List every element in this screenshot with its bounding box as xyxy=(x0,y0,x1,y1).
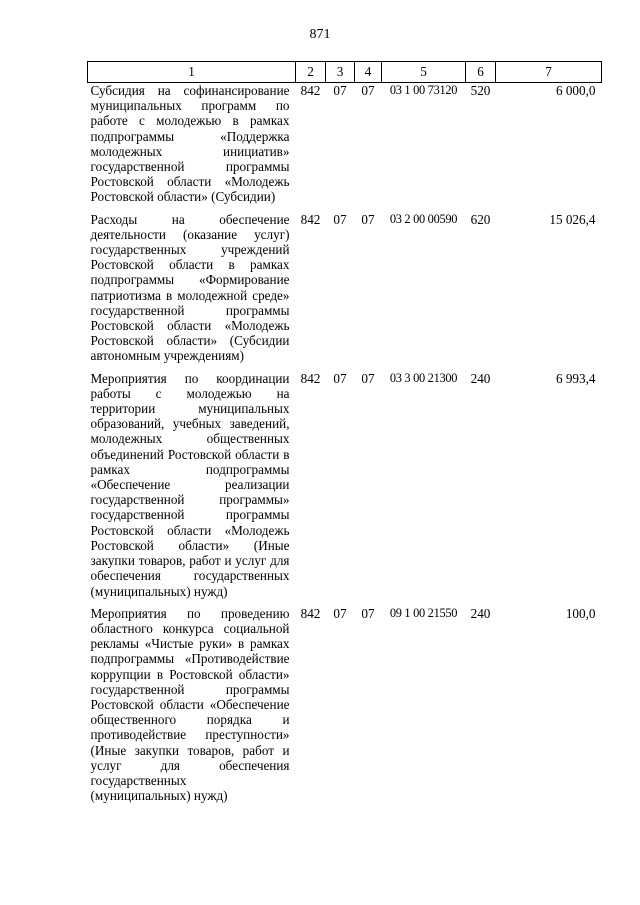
row-subsection-code: 07 xyxy=(361,605,375,621)
column-header-7: 7 xyxy=(496,62,602,83)
row-section-code: 07 xyxy=(333,605,347,621)
row-grbs-code: 842 xyxy=(300,83,321,98)
row-expense-type-code: 620 xyxy=(470,211,491,227)
row-section-code: 07 xyxy=(333,211,347,227)
row-target-article-code: 03 1 00 73120 xyxy=(389,83,458,97)
column-header-3: 3 xyxy=(326,62,355,83)
row-description: Расходы на обеспечение деятельности (оказание услуг) государственных учреждений Ростовской области в рамках подпрограммы «Формирование патриотизма в молодежной среде» государственной программы Ростовской области «Молодежь Ростовской области» (Субсидии автономным учреждениям) xyxy=(90,211,290,364)
column-header-4: 4 xyxy=(355,62,382,83)
row-amount: 15 026,4 xyxy=(549,211,596,227)
row-subsection-code: 07 xyxy=(361,83,375,98)
column-header-1: 1 xyxy=(88,62,296,83)
row-description: Мероприятия по координации работы с молодежью на территории муниципальных образований, учебных заведений, молодежных общественных объединений Ростовской области в рамках подпрограммы «Обеспечение реализации государственной программы» государственной программы Ростовской области «Молодежь Ростовской области» (Иные закупки товаров, работ и услуг для обеспечения государственных (муниципальных) нужд) xyxy=(90,370,290,599)
row-expense-type-code: 240 xyxy=(470,605,491,621)
page-number: 871 xyxy=(309,27,331,42)
row-target-article-code: 03 2 00 00590 xyxy=(389,211,458,226)
row-description: Субсидия на софинансирование муниципальных программ по работе с молодежью в рамках подпрограммы «Поддержка молодежных инициатив» государственной программы Ростовской области «Молодежь Ростовской области» (Субсидии) xyxy=(90,83,290,205)
table-body xyxy=(88,83,602,811)
row-description: Мероприятия по проведению областного конкурса социальной рекламы «Чистые руки» в рамках подпрограммы «Противодействие коррупции в Ростовской области» государственной программы Ростовской области «Обеспечение общественного порядка и противодействие преступности» (Иные закупки товаров, работ и услуг для обеспечения государственных (муниципальных) нужд) xyxy=(90,605,290,804)
table-row xyxy=(88,212,602,371)
table-row xyxy=(88,83,602,212)
header-row xyxy=(88,62,602,83)
table-row xyxy=(88,606,602,811)
row-target-article-code: 09 1 00 21550 xyxy=(389,605,458,620)
column-header-5: 5 xyxy=(382,62,466,83)
row-amount: 6 000,0 xyxy=(555,83,596,98)
row-section-code: 07 xyxy=(333,370,347,386)
row-amount: 6 993,4 xyxy=(555,370,596,386)
row-subsection-code: 07 xyxy=(361,211,375,227)
row-amount: 100,0 xyxy=(565,605,596,621)
row-subsection-code: 07 xyxy=(361,370,375,386)
row-expense-type-code: 240 xyxy=(470,370,491,386)
row-section-code: 07 xyxy=(333,83,347,98)
column-header-2: 2 xyxy=(296,62,326,83)
budget-table xyxy=(87,61,602,810)
row-target-article-code: 03 3 00 21300 xyxy=(389,370,458,385)
table-row xyxy=(88,371,602,606)
column-header-6: 6 xyxy=(466,62,496,83)
table-header xyxy=(88,62,602,83)
row-grbs-code: 842 xyxy=(300,370,321,386)
row-expense-type-code: 520 xyxy=(470,83,491,98)
row-grbs-code: 842 xyxy=(300,605,321,621)
row-grbs-code: 842 xyxy=(300,211,321,227)
